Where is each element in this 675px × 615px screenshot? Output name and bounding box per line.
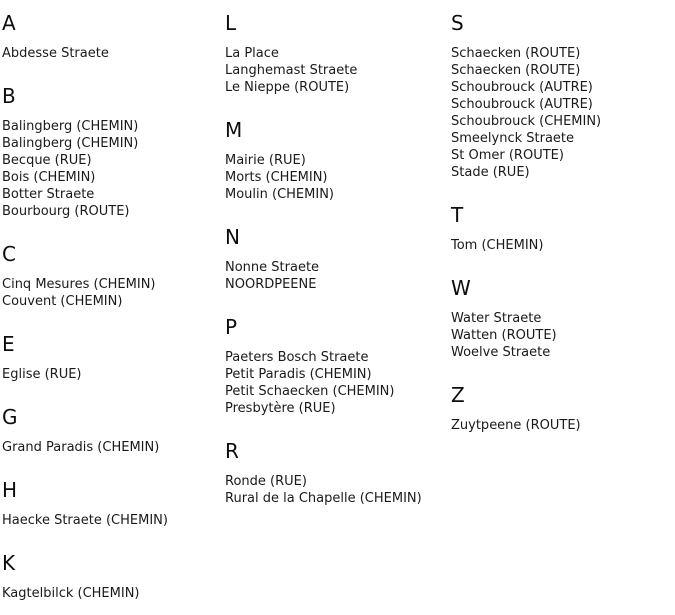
street-entry[interactable]: Woelve Straete xyxy=(451,345,551,360)
section-c-entries xyxy=(2,276,223,310)
section-z xyxy=(451,383,673,434)
section-s-entries xyxy=(451,45,673,181)
index-column-left xyxy=(2,11,223,615)
street-entry[interactable]: Paeters Bosch Straete xyxy=(225,350,369,365)
letter-heading-n: N xyxy=(225,225,240,249)
street-entry[interactable]: Stade (RUE) xyxy=(451,165,530,180)
section-n xyxy=(225,225,449,293)
section-a-entries xyxy=(2,45,223,62)
street-entry[interactable]: Eglise (RUE) xyxy=(2,367,82,382)
section-m xyxy=(225,118,449,203)
street-entry[interactable]: Schaecken (ROUTE) xyxy=(451,46,581,61)
street-entry[interactable]: Balingberg (CHEMIN) xyxy=(2,119,139,134)
street-entry[interactable]: Watten (ROUTE) xyxy=(451,328,557,343)
section-b xyxy=(2,84,223,220)
letter-heading-l: L xyxy=(225,11,237,35)
section-t xyxy=(451,203,673,254)
street-entry[interactable]: Le Nieppe (ROUTE) xyxy=(225,80,350,95)
section-h-entries xyxy=(2,512,223,529)
section-k xyxy=(2,551,223,602)
section-g xyxy=(2,405,223,456)
letter-heading-k: K xyxy=(2,551,16,575)
section-w-entries xyxy=(451,310,673,361)
street-entry[interactable]: Schaecken (ROUTE) xyxy=(451,63,581,78)
index-column-middle xyxy=(225,11,449,529)
section-z-entries xyxy=(451,417,673,434)
letter-heading-p: P xyxy=(225,315,238,339)
street-entry[interactable]: Schoubrouck (CHEMIN) xyxy=(451,114,602,129)
section-g-entries xyxy=(2,439,223,456)
street-entry[interactable]: Grand Paradis (CHEMIN) xyxy=(2,440,160,455)
section-r xyxy=(225,439,449,507)
letter-heading-m: M xyxy=(225,118,243,142)
street-entry[interactable]: Zuytpeene (ROUTE) xyxy=(451,418,581,433)
section-e xyxy=(2,332,223,383)
street-entry[interactable]: Ronde (RUE) xyxy=(225,474,307,489)
section-p-entries xyxy=(225,349,449,417)
section-m-entries xyxy=(225,152,449,203)
street-entry[interactable]: Rural de la Chapelle (CHEMIN) xyxy=(225,491,422,506)
letter-heading-t: T xyxy=(451,203,464,227)
letter-heading-b: B xyxy=(2,84,16,108)
section-h xyxy=(2,478,223,529)
street-entry[interactable]: Nonne Straete xyxy=(225,260,320,275)
street-entry[interactable]: St Omer (ROUTE) xyxy=(451,148,564,163)
index-column-right xyxy=(451,11,673,456)
section-e-entries xyxy=(2,366,223,383)
section-w xyxy=(451,276,673,361)
street-entry[interactable]: Presbytère (RUE) xyxy=(225,401,336,416)
section-s xyxy=(451,11,673,181)
street-entry[interactable]: Water Straete xyxy=(451,311,542,326)
letter-heading-w: W xyxy=(451,276,471,300)
letter-heading-r: R xyxy=(225,439,239,463)
section-l-entries xyxy=(225,45,449,96)
letter-heading-s: S xyxy=(451,11,464,35)
letter-heading-c: C xyxy=(2,242,16,266)
street-entry[interactable]: Morts (CHEMIN) xyxy=(225,170,328,185)
street-entry[interactable]: Tom (CHEMIN) xyxy=(451,238,544,253)
letter-heading-h: H xyxy=(2,478,18,502)
street-entry[interactable]: Mairie (RUE) xyxy=(225,153,306,168)
street-entry[interactable]: Smeelynck Straete xyxy=(451,131,575,146)
street-entry[interactable]: Becque (RUE) xyxy=(2,153,92,168)
section-b-entries xyxy=(2,118,223,220)
section-c xyxy=(2,242,223,310)
street-entry[interactable]: Bois (CHEMIN) xyxy=(2,170,96,185)
street-entry[interactable]: Couvent (CHEMIN) xyxy=(2,294,123,309)
street-entry[interactable]: Schoubrouck (AUTRE) xyxy=(451,97,593,112)
street-entry[interactable]: Langhemast Straete xyxy=(225,63,358,78)
letter-heading-z: Z xyxy=(451,383,465,407)
section-t-entries xyxy=(451,237,673,254)
street-entry[interactable]: Cinq Mesures (CHEMIN) xyxy=(2,277,156,292)
letter-heading-a: A xyxy=(2,11,16,35)
section-p xyxy=(225,315,449,417)
street-entry[interactable]: Petit Schaecken (CHEMIN) xyxy=(225,384,395,399)
street-entry[interactable]: Bourbourg (ROUTE) xyxy=(2,204,130,219)
section-a xyxy=(2,11,223,62)
letter-heading-g: G xyxy=(2,405,18,429)
street-entry[interactable]: Balingberg (CHEMIN) xyxy=(2,136,139,151)
street-entry[interactable]: La Place xyxy=(225,46,279,61)
section-r-entries xyxy=(225,473,449,507)
street-entry[interactable]: Botter Straete xyxy=(2,187,95,202)
street-entry[interactable]: NOORDPEENE xyxy=(225,277,317,292)
section-k-entries xyxy=(2,585,223,602)
street-entry[interactable]: Kagtelbilck (CHEMIN) xyxy=(2,586,140,601)
street-entry[interactable]: Moulin (CHEMIN) xyxy=(225,187,334,202)
street-entry[interactable]: Schoubrouck (AUTRE) xyxy=(451,80,593,95)
street-entry[interactable]: Haecke Straete (CHEMIN) xyxy=(2,513,168,528)
street-entry[interactable]: Petit Paradis (CHEMIN) xyxy=(225,367,372,382)
section-l xyxy=(225,11,449,96)
section-n-entries xyxy=(225,259,449,293)
letter-heading-e: E xyxy=(2,332,15,356)
street-entry[interactable]: Abdesse Straete xyxy=(2,46,109,61)
